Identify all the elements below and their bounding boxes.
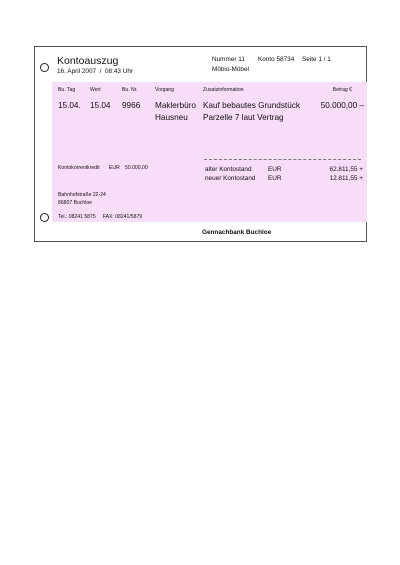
new-balance-currency: EUR [268, 175, 282, 182]
statement-number: Nummer 11 [212, 56, 245, 63]
old-balance-label: alter Kontostand [205, 166, 252, 173]
bank-name: Gennachbank Buchloe [202, 229, 272, 236]
account-number: Konto 58734 [258, 56, 295, 63]
col-header-bu-nr: Bu. Nr. [122, 87, 138, 93]
booking-wert: 15.04 [90, 101, 111, 110]
col-header-wert: Wert [90, 87, 101, 93]
bank-contact: Tel.: 08241 5875 FAX: 08241/5879 [58, 214, 143, 220]
booking-zusatz-line2: Parzelle 7 laut Vertrag [203, 113, 284, 122]
credit-amount: 50.000,00 [125, 165, 148, 171]
col-header-zusatz: Zusatzinformation [203, 87, 244, 93]
booking-zusatz-line1: Kauf bebautes Grundstück [203, 101, 300, 110]
new-balance-label: neuer Kontostand [205, 175, 256, 182]
credit-label: Kontokorrentkredit [58, 165, 100, 171]
page-indicator: Seite 1 / 1 [302, 56, 331, 63]
old-balance-amount: 62.811,55 + [329, 166, 363, 173]
bank-statement [34, 46, 367, 242]
statement-title: Kontoauszug [57, 55, 119, 67]
punch-hole-bottom [40, 213, 49, 222]
booking-bu-nr: 9966 [122, 101, 141, 110]
account-holder: Möbio-Möbel [212, 66, 249, 73]
punch-hole-top [40, 63, 49, 72]
new-balance-amount: 12.811,55 + [329, 175, 363, 182]
booking-vorgang-line1: Maklerbüro [155, 101, 196, 110]
col-header-vorgang: Vorgang [155, 87, 174, 93]
bank-street: Bahnhofstraße 22-24 [58, 192, 106, 198]
col-header-betrag: Betrag € [332, 87, 352, 93]
booking-vorgang-line2: Hausneu [155, 113, 188, 122]
col-header-bu-tag: Bu. Tag [58, 87, 76, 93]
credit-currency: EUR [109, 165, 120, 171]
booking-amount: 50.000,00 – [320, 101, 364, 110]
bank-city: 86807 Buchloe [58, 200, 92, 206]
booking-bu-tag: 15.04. [58, 101, 81, 110]
old-balance-currency: EUR [268, 166, 282, 173]
balance-divider [204, 159, 361, 160]
statement-date: 16. April 2007 / 08:43 Uhr [57, 68, 134, 75]
